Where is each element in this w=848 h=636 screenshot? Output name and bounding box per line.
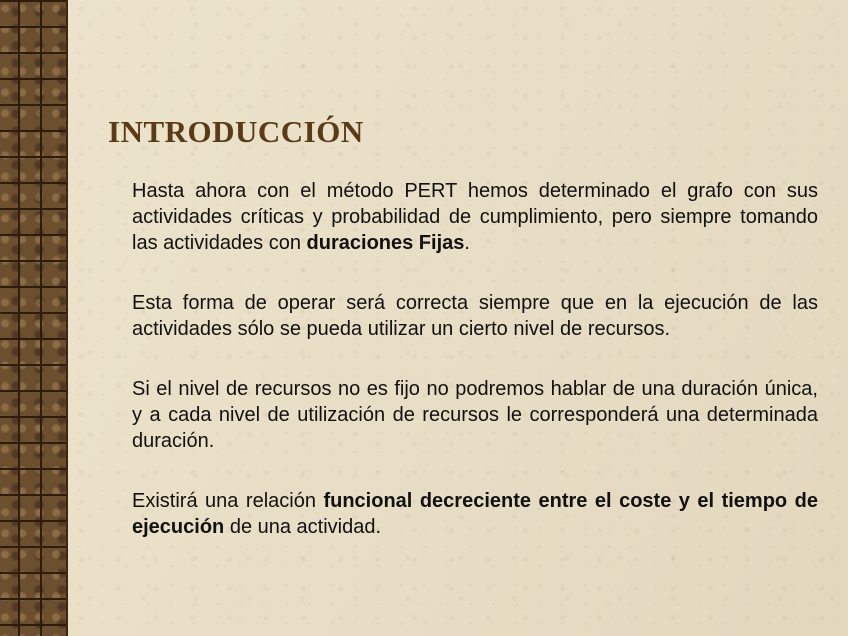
paragraph-3-text: Si el nivel de recursos no es fijo no podremos hablar de una duración única, y a cada nivel de utilización de recursos le corresponderá una determinada duración. (132, 378, 818, 452)
paragraph-3 (132, 376, 818, 454)
paragraph-1-bold: duraciones Fijas (306, 232, 465, 254)
paragraph-4-text-a: Existirá una relación (132, 490, 324, 512)
paragraph-2 (132, 290, 818, 342)
paragraph-1 (132, 178, 818, 256)
slide-body (132, 178, 818, 574)
paragraph-4-text-b: de una actividad. (224, 516, 382, 538)
paragraph-4-bold: funcional decreciente entre el coste y el tiempo de ejecución (132, 490, 818, 538)
paragraph-1-text-a: Hasta ahora con el método PERT hemos determinado el grafo con sus actividades críticas y probabilidad de cumplimiento, pero siempre tomando las actividades con (132, 180, 818, 254)
paragraph-1-text-b: . (464, 232, 470, 254)
decorative-border (0, 0, 68, 636)
paragraph-4 (132, 488, 818, 540)
paragraph-2-text: Esta forma de operar será correcta siempre que en la ejecución de las actividades sólo se pueda utilizar un cierto nivel de recursos. (132, 292, 818, 340)
slide-title: INTRODUCCIÓN (108, 114, 364, 149)
